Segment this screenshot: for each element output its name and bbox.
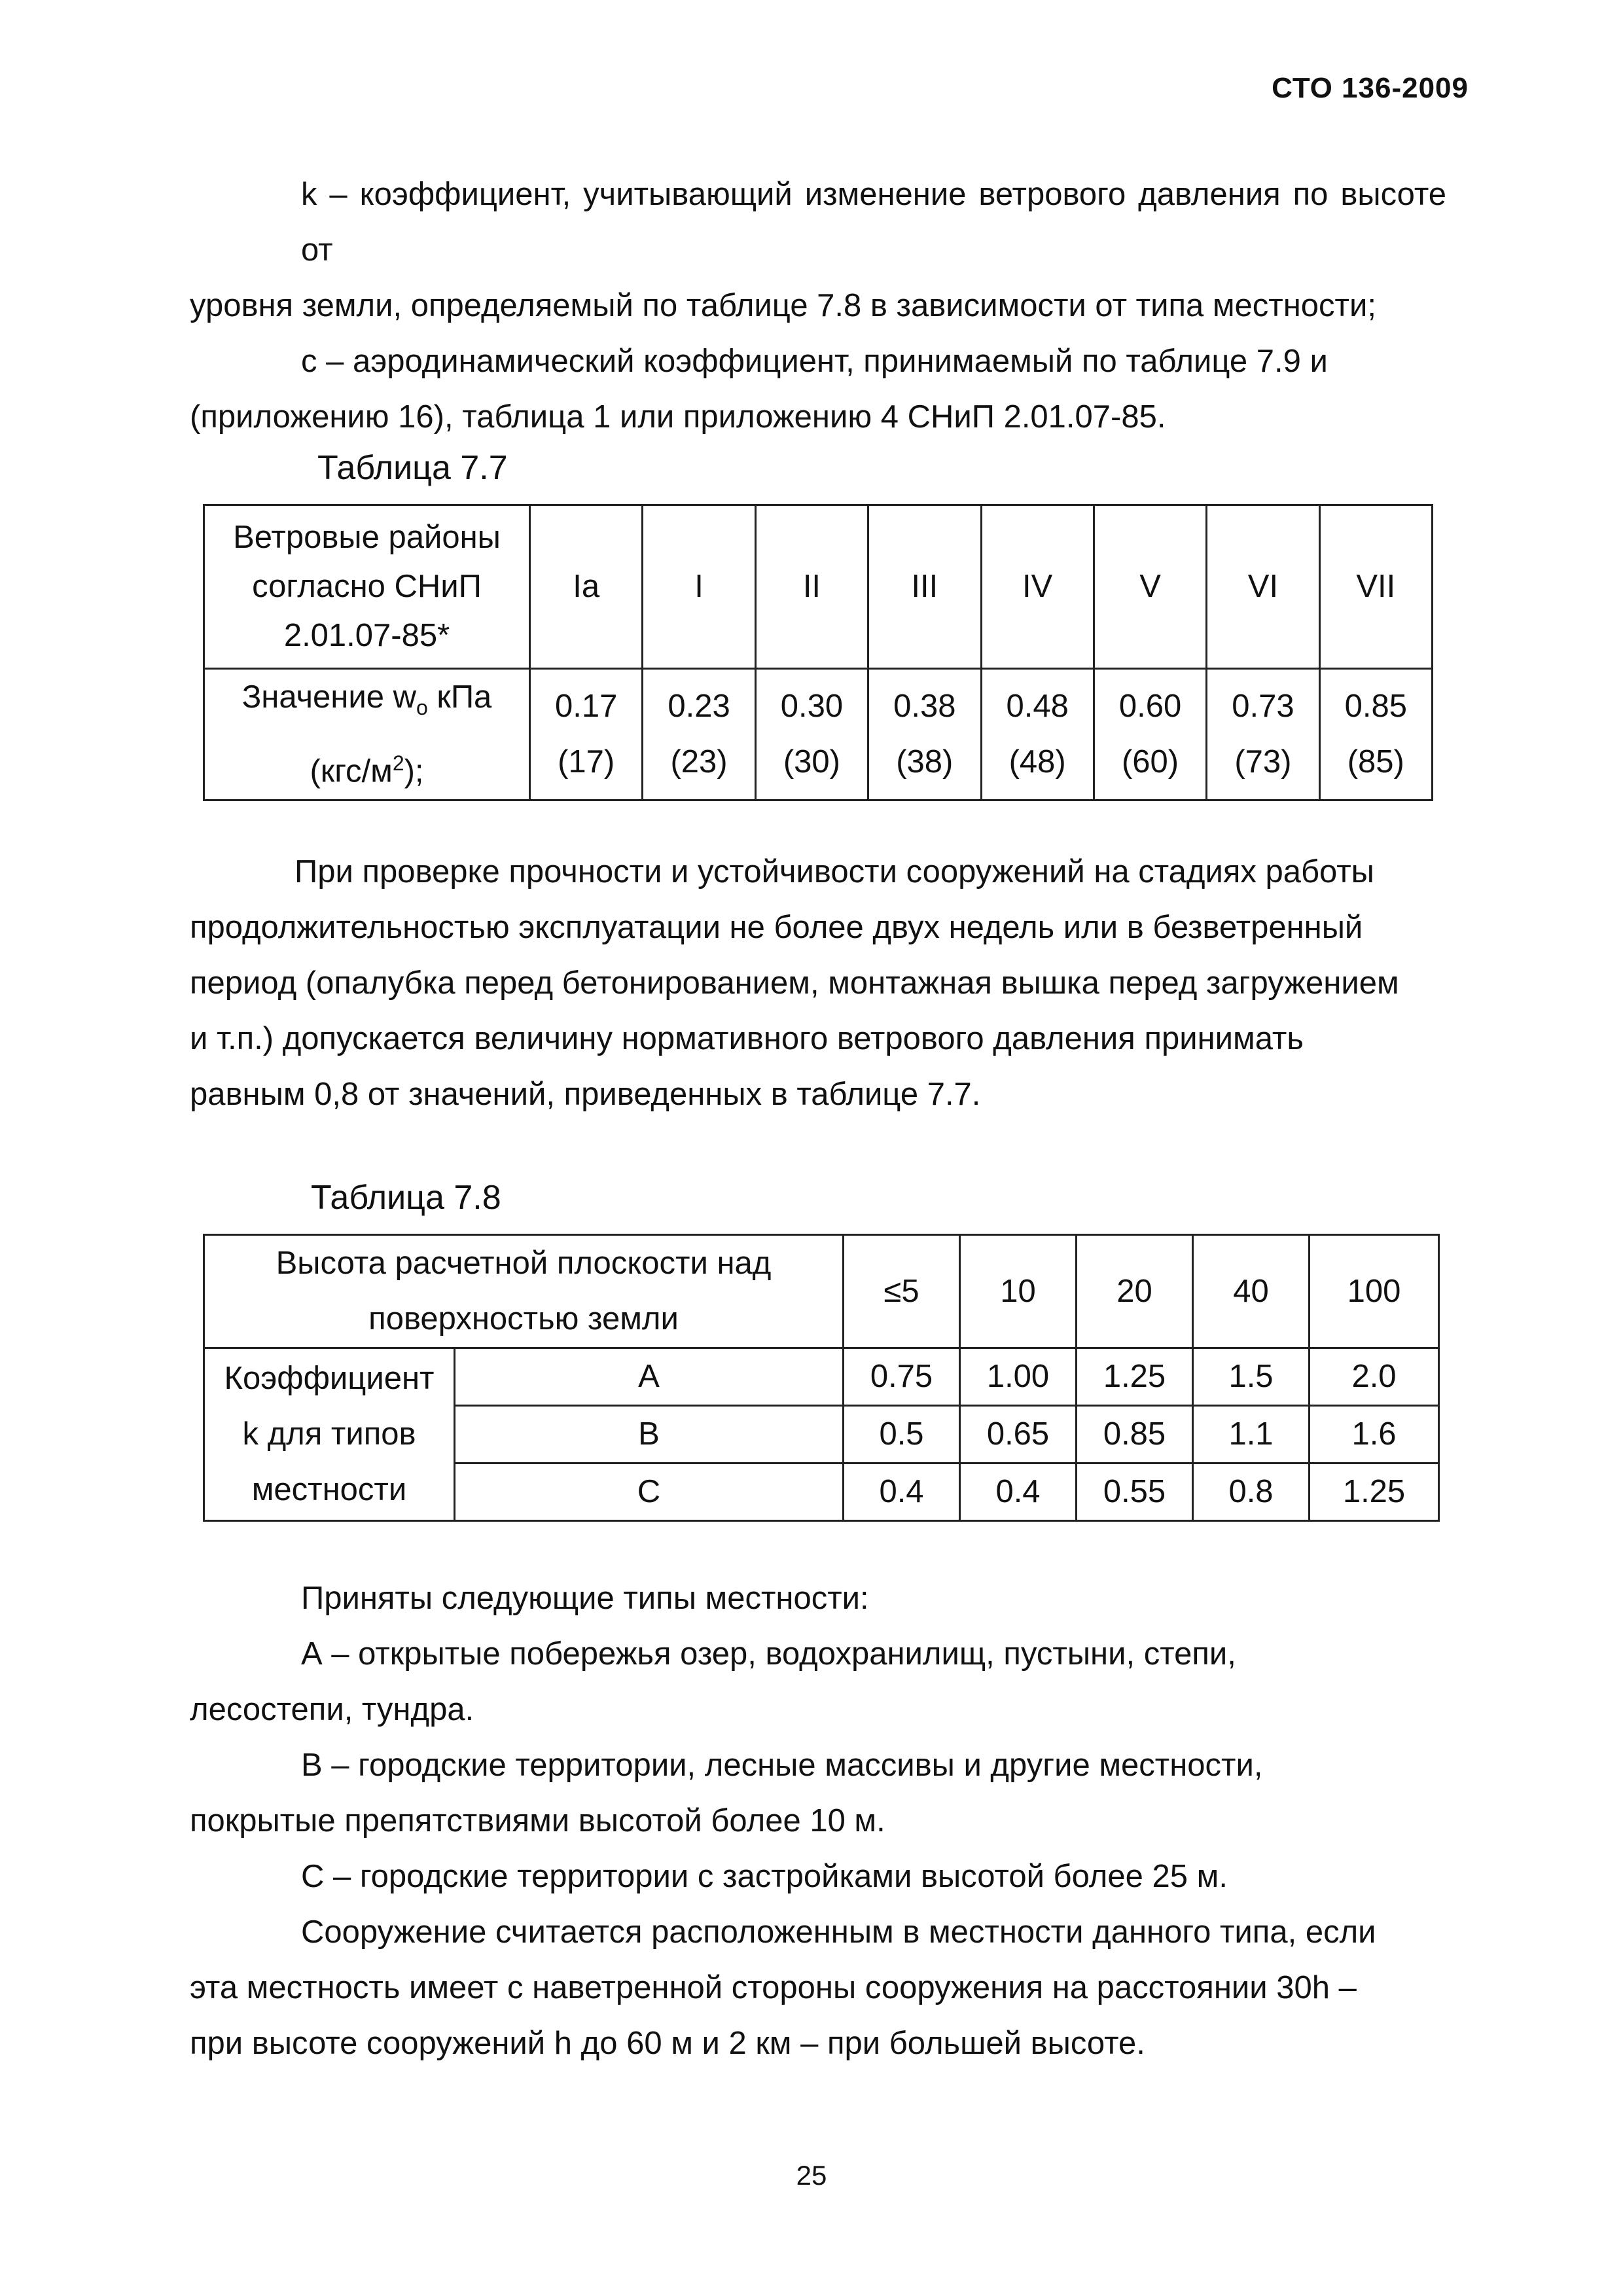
wind-region-header [204, 505, 530, 669]
c-definition-line2: (приложению 16), таблица 1 или приложению 4 СНиП 2.01.07-85. [190, 399, 1166, 435]
height-cell: 40 [1193, 1235, 1310, 1348]
terrain-heading: Приняты следующие типы местности: [301, 1581, 869, 1616]
region-cell: IV [981, 505, 1094, 669]
paragraph-line: равным 0,8 от значений, приведенных в таблице 7.7. [190, 1077, 981, 1112]
coefficient-cell: 0.55 [1077, 1463, 1193, 1521]
pressure-cell: 0.73 (73) [1207, 669, 1319, 800]
coefficient-cell: 0.65 [960, 1406, 1077, 1463]
header-line: Значение $w_o$ кПа [241, 679, 492, 719]
terrain-b-line1: В – городские территории, лесные массивы и другие местности, [301, 1748, 1263, 1783]
coefficient-cell: 1.5 [1193, 1348, 1310, 1406]
coefficient-cell: 0.8 [1193, 1463, 1310, 1521]
paragraph-line: При проверке прочности и устойчивости сооружений на стадиях работы [294, 854, 1374, 889]
terrain-a-line2: лесостепи, тундра. [190, 1692, 474, 1727]
header-line: 2.01.07-85* [283, 618, 450, 653]
k-definition-line1: k – коэффициент, учитывающий изменение ветрового давления по высоте от [301, 177, 1446, 268]
intro-section [190, 167, 1446, 445]
coefficient-cell: 1.25 [1077, 1348, 1193, 1406]
pressure-header [204, 669, 530, 800]
terrain-types-section [190, 1571, 1446, 2072]
region-cell: VI [1207, 505, 1319, 669]
label-line: Коэффициент [224, 1361, 435, 1396]
pressure-cell: 0.38 (38) [868, 669, 981, 800]
header-line: Высота расчетной плоскости над [276, 1246, 772, 1281]
coefficient-cell: 1.1 [1193, 1406, 1310, 1463]
table-7-7-caption: Таблица 7.7 [317, 449, 508, 487]
coefficient-cell: 0.75 [844, 1348, 960, 1406]
height-cell: 10 [960, 1235, 1077, 1348]
header-line: согласно СНиП [252, 569, 482, 604]
table-row [204, 505, 1433, 669]
paragraph-line: период (опалубка перед бетонированием, монтажная вышка перед загружением [190, 965, 1399, 1001]
height-cell: ≤5 [844, 1235, 960, 1348]
region-cell: I [643, 505, 755, 669]
height-cell: 20 [1077, 1235, 1193, 1348]
terrain-b-line2: покрытые препятствиями высотой более 10 м. [190, 1803, 885, 1839]
pressure-cell: 0.23 (23) [643, 669, 755, 800]
coefficient-cell: 0.4 [960, 1463, 1077, 1521]
terrain-a-line1: А – открытые побережья озер, водохранилищ, пустыни, степи, [301, 1636, 1236, 1672]
page-number: 25 [796, 2160, 827, 2191]
table-row [204, 669, 1433, 800]
header-line: поверхностью земли [368, 1301, 679, 1336]
paragraph-line: продолжительностью эксплуатации не более двух недель или в безветренный [190, 910, 1363, 945]
terrain-type-cell: A [455, 1348, 844, 1406]
paragraph-line: и т.п.) допускается величину нормативного ветрового давления принимать [190, 1021, 1304, 1056]
header-line: $(кгс/м^2)$; [310, 751, 424, 789]
coefficient-cell: 0.85 [1077, 1406, 1193, 1463]
terrain-type-cell: C [455, 1463, 844, 1521]
table-7-8 [203, 1234, 1440, 1522]
label-line: k для типов [242, 1416, 416, 1452]
pressure-cell: 0.48 (48) [981, 669, 1094, 800]
structure-line3: при высоте сооружений h до 60 м и 2 км – при большей высоте. [190, 2026, 1145, 2061]
pressure-cell: 0.30 (30) [755, 669, 868, 800]
pressure-cell: 0.17 (17) [530, 669, 643, 800]
structure-line1: Сооружение считается расположенным в местности данного типа, если [301, 1914, 1376, 1950]
coefficient-cell: 0.5 [844, 1406, 960, 1463]
region-cell: VII [1319, 505, 1432, 669]
c-definition-line1: c – аэродинамический коэффициент, принимаемый по таблице 7.9 и [301, 344, 1328, 379]
coefficient-label [204, 1348, 455, 1521]
document-code: СТО 136-2009 [1272, 72, 1469, 104]
region-cell: III [868, 505, 981, 669]
terrain-type-cell: B [455, 1406, 844, 1463]
coefficient-cell: 1.25 [1310, 1463, 1439, 1521]
structure-line2: эта местность имеет с наветренной стороны сооружения на расстоянии 30h – [190, 1970, 1357, 2005]
k-definition-line2: уровня земли, определяемый по таблице 7.8 в зависимости от типа местности; [190, 288, 1376, 323]
height-cell: 100 [1310, 1235, 1439, 1348]
region-cell: V [1094, 505, 1206, 669]
pressure-cell: 0.85 (85) [1319, 669, 1432, 800]
coefficient-cell: 2.0 [1310, 1348, 1439, 1406]
coefficient-cell: 1.00 [960, 1348, 1077, 1406]
middle-paragraph [190, 844, 1446, 1122]
table-7-7 [203, 504, 1433, 801]
table-row [204, 1348, 1439, 1406]
region-cell: Ia [530, 505, 643, 669]
height-header [204, 1235, 844, 1348]
region-cell: II [755, 505, 868, 669]
coefficient-cell: 1.6 [1310, 1406, 1439, 1463]
terrain-c-line: С – городские территории с застройками высотой более 25 м. [301, 1859, 1228, 1894]
table-7-8-caption: Таблица 7.8 [311, 1179, 501, 1217]
table-row [204, 1235, 1439, 1348]
coefficient-cell: 0.4 [844, 1463, 960, 1521]
label-line: местности [251, 1472, 407, 1507]
pressure-cell: 0.60 (60) [1094, 669, 1206, 800]
header-line: Ветровые районы [233, 520, 501, 555]
